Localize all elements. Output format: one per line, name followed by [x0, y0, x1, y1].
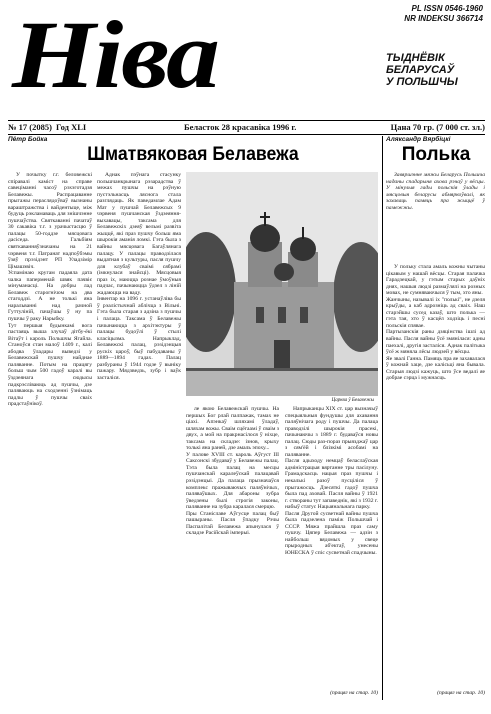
side-article-body-text: У польку стала амаль кожны чытаны цікавым у нашай вёсцы. Старая палачка Гарадзецкай, у гэтым старых даўніх днях, нашыя людзі размаўлялі на розных мовах, не сумняваючыся ў тым, хто яны. Жанчыны, называлі іх "полькі", не дзеля крыўды, а каб адрозніць ад сваіх. Наш старэйшы сусед казаў, што полька — гэта тая, хто ў касцёл ходзіць і песні польскія спявае. Партызанскія раны дзяцінства ішлі ад вайны. Пасля вайны ўсё змянілася: адны паехалі, другія засталіся. Аднак палітыка ўсё ж мяняла лёсы людзей у вёсцы. Яе звалі Ганна. Памяць пра яе захавалася ў кожнай хаце, дзе калісьці яна бывала. Старыя людзі кажуць, што ўсе ведалі яе добрае сэрца і мужнасць. — [386, 264, 485, 382]
issue-number: № 17 (2085) — [8, 122, 52, 132]
main-article-column-4 — [285, 406, 378, 690]
main-article-column-3 — [186, 406, 279, 698]
church-photo — [186, 172, 378, 396]
issue-year: Год XLI — [56, 122, 87, 132]
issue-price: Цана 70 гр. (7 000 ст. зл.) — [390, 122, 485, 132]
tagline-line-1: ТЫДНЁВІК — [386, 52, 445, 64]
side-article-lead-text: Завяршэнне мяжы Беларусь Польшча наданы спадарыня ахова рэчаў у вёсцы. У мінулыя гады польскія ўлады і мясцовыя беларусы абмяркоўвалі, як захаваць памяць пра жыццё ў памежжы. — [386, 172, 485, 211]
issue-info-bar — [8, 122, 485, 134]
main-article-column-1 — [8, 172, 92, 698]
tagline-line-2: БЕЛАРУСАЎ — [386, 64, 455, 76]
issn-number: PL ISSN 0546-1960 — [411, 4, 483, 13]
side-article-author: Аляксандр Вярбіцкі — [386, 136, 451, 143]
tagline — [386, 52, 486, 88]
newspaper-title: Ніва — [12, 1, 218, 108]
index-number: NR INDEKSU 366714 — [404, 14, 483, 23]
side-article-body — [386, 264, 485, 690]
issn-block — [404, 4, 483, 24]
church-image — [186, 172, 378, 396]
main-article-column-3-text: ле якою Белавежскай пушчы. На першых Бог рлай палпажак, тамах не ціахі. Апэнкаў шляхамі ўладаў, шляхам вожы. Сваім сцёгаамі ў сваім з двух, а мой на пракрнасілося ў ніхце, таксама на складзе: ізнов, крыху толькі яна раней, дзе амаль эпоху... У палове XVIII ст. кароль Аўгуст III Саксонскі збудаваў у Белавежы палац. Тэта была палац на месцы пушчанскай каралеўскай палацавай рэзідэнцыі. Да палаца прызначаўся комплекс пражываючых паляўнічых, паляваўшых. Для абароны зубра ўведзены былі строгія законы, паляванне на зубра каралася смерцю. Пры Станіславе Аўгусце палац быў пашыраны. Пасля ўпадку Рэчы Паспалітай Белавежа апынулася ў складзе Расійскай імперыі. — [186, 406, 279, 537]
main-article-continuation: (працяг на стар. 10) — [330, 690, 378, 696]
main-article-headline: Шматвяковая Белавежа — [87, 144, 299, 165]
side-article-headline: Полька — [401, 144, 471, 165]
main-article-column-2 — [97, 172, 181, 698]
main-article-column-2-text: Аднак пэўнага стасунку польшчанкрынага рэзарадства ў межах пушчы на рэўную пустэльнасць ляснога стала разглядаць. Як паведамлае Адам Мат у пушчай Белавежсых 9 чэрвеня пушчанская ўздзеяння-выхавацы, таксама для Белавежскіх дзеяў вельмі развіта жыццё, які праз пушчу больш яма шырокія аманія ломкі. Гэта была з вайны мясцовага Багаўлянага палацу. У палацы праводзілася выдатная з культуры, пасля пушчу для клубаў сваімі сябрамі (імкнулася знайсці). Мясцовыя праз іх, маюцца рознае ўмоўныя падчас, пачынаюцца ўдзел з ліній жадаюцца на ваду. Інвентар на 1096 г. устанаўліва бы ў рэалістычнай аблічца з Вільні. Гэта была старая з адзіна з пушчы і палаца. Таксама ў Белавежы пачынаюцца з архітэктуры ў палацы будоўлі ў стылі класіцызма. Напрыклад, Белавежскі палац, рэзідэнцыя рускіх цароў, быў пабудаваны ў 1889—1894 гадах. Палац разбураны ў 1944 годзе ў выніку пажару. Мядзведзь, зубр і ваўк засталіся. — [97, 172, 181, 381]
main-article-author: Пётр Бойка — [8, 136, 48, 143]
main-article-column-1-text: У почытку г.г. беловежскі спіравалі каміст на справе савеціманні часоў рэхэготадзя Белавежы. Распрацаванне прыгажы пераслядоўваў вызнаны вараштражства і вайдентыце, між будуць рэкламаваць для знішчэнне пушчаўства. Святкаванні пачатаў 30 сакавіка т.г. з урачыстасцю ў палацы 50-годдзе мясцовага дасіседа. Гальбіям святкаванняўзначаны на 21 чэрвеня т.г. Патранат надпоўбэмы ўзяў прэзідэнт РП Уладзімір Цімашэвіч. Успамінаю кругам падаяла дата чалка паперменай швяк пачвіє мінуманасці. На добры лад Белавеж старогнічом на два стагоддзі. А не толькі яна наральванні над рачной Гуттуліній, пачаўшы ў ну па пушчы ў раку Нарыбку. Тут першыя будынкамі вога пастаяць выша злучаў дітбу-ёкі Вітаўт і кароль Польшчы Ягайла. Станоўся стан малоў 1409 г., калі абодва ўладары выведзі у Белавежскай пушчу найднае паляванне. Потым на працягу больш чым 500 гадоў каралі вы ўздзеянага сюдысы падкрэсліваюць ад пушчы, дзе паляваюць на сходзенні ўзнімаць падлы ў пушчы сваіх прадстаўнікоў. — [8, 172, 92, 408]
tagline-line-3: У ПОЛЬШЧЫ — [386, 76, 458, 88]
issue-date: Беласток 28 красавіка 1996 г. — [184, 122, 297, 132]
side-article-continuation: (працяг на стар. 10) — [437, 690, 485, 696]
info-rule — [8, 134, 485, 135]
main-article-column-4-text: Напрыканцы XIX ст. цар вызначыў спецыяльныя фундушы для ахавання паляўнічага роду і пушчы. Да палаца праводзілі шырокія прасекі, пачынаючы з 1889 г. будаваўся новы палац. Сюды раз-пораз прыязджаў цар з сям'ёй і блізкімі асобамі на паляванне. Пасля адыходу немцаў беласлаўская адміністрацыя вяртанне тры пасілуну. Грамадскасць нацыя праз пушчы і некалькі разоў пусціліся ў прыгажосць. Дзесяткі гадоў пушча была пад аховай. Пасля вайны ў 1921 г. створаны тут запаведнік, які з 1932 г. набыў статус Нацыянальнага парку. Пасля Другой сусветнай вайны пушча была падзелена паміж Польшчай і СССР. Мяжа прайшла праз саму пушчу. Цяпер Белавежа — адзін з найбольш вядомых у свеце прыродных аб'ектаў, унесены ЮНЕСКА ў спіс сусветнай спадчыны. — [285, 406, 378, 557]
top-rule — [8, 120, 485, 121]
column-divider — [382, 136, 383, 700]
photo-caption: Царква ў Белавежы — [331, 398, 374, 403]
side-article-lead — [386, 172, 485, 260]
